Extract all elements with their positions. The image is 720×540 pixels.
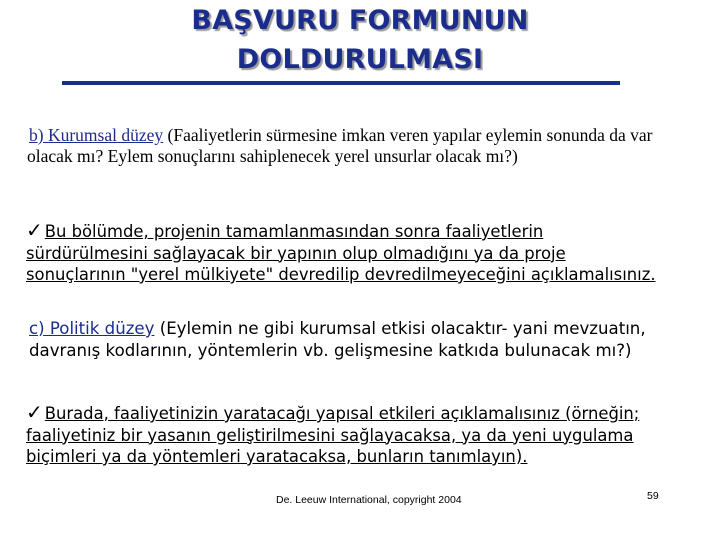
slide-title-line2: DOLDURULMASI xyxy=(236,44,484,75)
section-b-paragraph xyxy=(27,125,687,166)
bullet-b xyxy=(26,220,666,286)
section-b-text: (Faaliyetlerin sürmesine imkan veren yapılar eylemin sonunda da var olacak mı? Eylem sonuçlarını sahiplenecek yerel unsurlar olacak mı?) xyxy=(27,125,653,166)
section-c-paragraph xyxy=(29,318,689,362)
section-c-label: c) Politik düzey xyxy=(29,319,155,338)
bullet-b-text: Bu bölümde, projenin tamamlanmasından sonra faaliyetlerin sürdürülmesini sağlayacak bir yapının olup olmadığını ya da proje sonuçlarının "yerel mülkiyete" devredilip devredilmeyeceğini açıklamalısınız. xyxy=(26,222,656,284)
bullet-c-text: Burada, faaliyetinizin yaratacağı yapısal etkileri açıklamalısınız (örneğin; faaliyetiniz bir yasanın geliştirilmesini sağlayacaksa, ya da yeni uygulama biçimleri ya da yöntemleri yaratacaksa, bunların tanımlayın). xyxy=(26,404,640,466)
footer-copyright: De. Leeuw International, copyright 2004 xyxy=(276,494,462,506)
page-number: 59 xyxy=(647,490,659,502)
section-b-label: b) Kurumsal düzey xyxy=(29,125,164,145)
section-c-text: (Eylemin ne gibi kurumsal etkisi olacaktır- yani mevzuatın, davranış kodlarının, yöntemlerin vb. gelişmesine katkıda bulunacak mı?) xyxy=(29,319,646,360)
bullet-c xyxy=(26,402,666,468)
slide-title-line1: BAŞVURU FORMUNUN xyxy=(191,5,529,36)
title-divider xyxy=(62,81,620,85)
check-icon: ✓ xyxy=(26,218,43,242)
check-icon: ✓ xyxy=(26,400,43,424)
